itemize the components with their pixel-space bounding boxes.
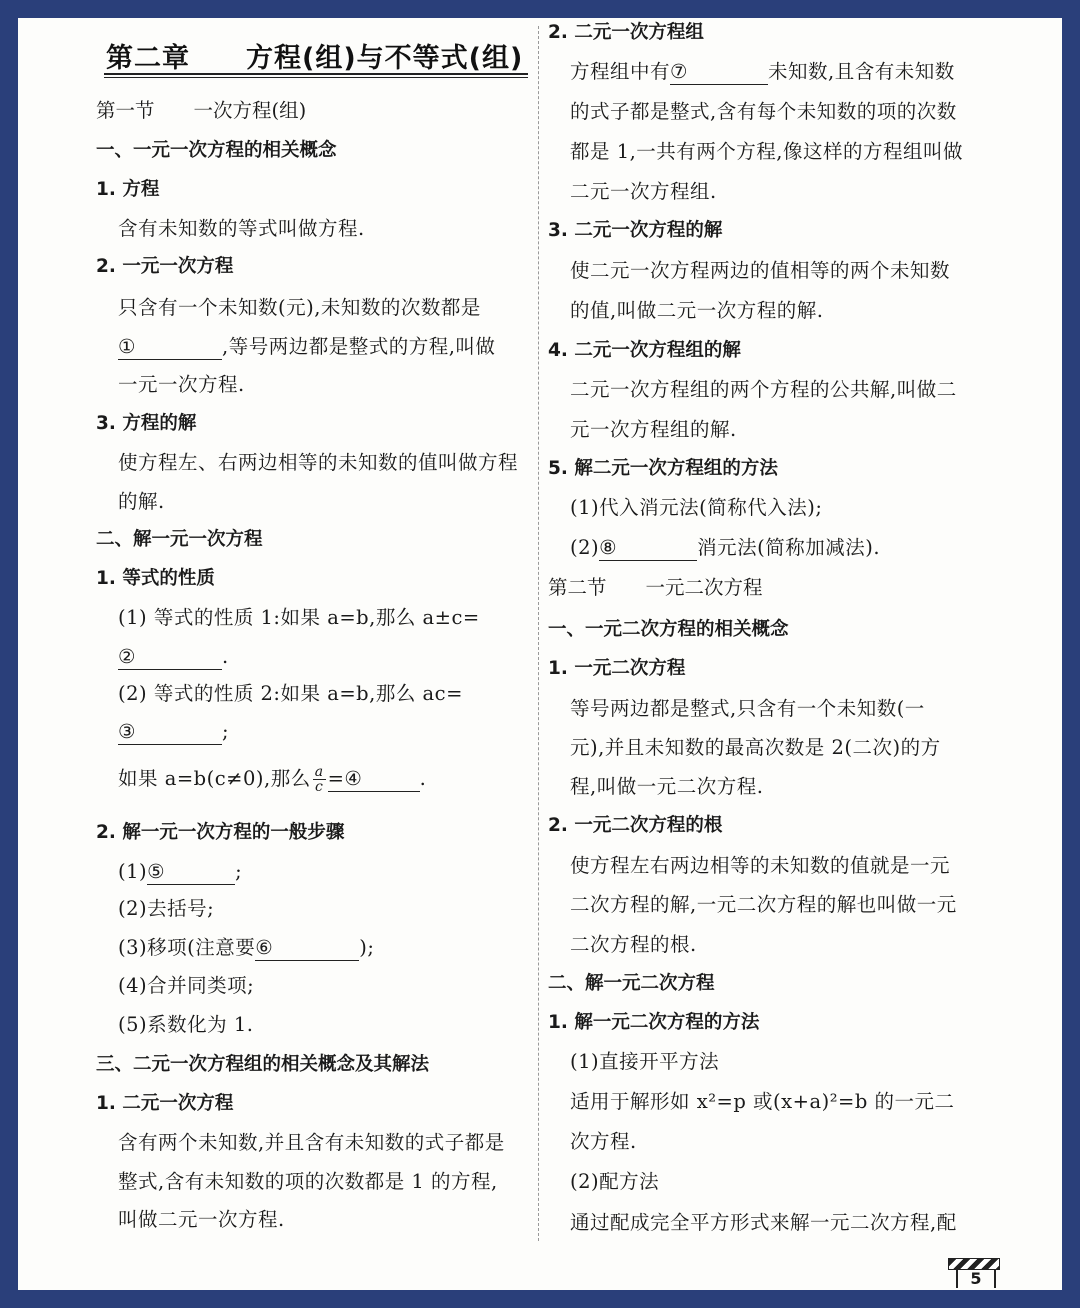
answer-blank[interactable]: ① xyxy=(118,335,222,360)
text-segment: . xyxy=(222,645,229,668)
text-segment: ); xyxy=(359,936,375,959)
text-line: 适用于解形如 x²=p 或(x+a)²=b 的一元二 xyxy=(570,1090,955,1113)
text-line xyxy=(570,531,880,565)
text-segment: ; xyxy=(222,720,230,743)
subsection-heading: 4. 二元一次方程组的解 xyxy=(548,340,741,361)
text-line: 的解. xyxy=(118,490,165,513)
fraction xyxy=(313,765,326,794)
text-line xyxy=(570,55,955,89)
text-segment: (2) xyxy=(570,536,600,559)
section-heading: 第二节 一元二次方程 xyxy=(548,576,763,599)
text-line xyxy=(118,640,229,674)
text-line xyxy=(118,931,374,965)
part-heading: 一、一元二次方程的相关概念 xyxy=(548,619,789,640)
subsection-heading: 1. 方程 xyxy=(96,179,160,200)
text-line: (4)合并同类项; xyxy=(118,974,255,997)
page-number: 5 xyxy=(956,1270,996,1288)
section-heading: 第一节 一次方程(组) xyxy=(96,99,307,122)
text-line: 元),并且未知数的最高次数是 2(二次)的方 xyxy=(570,736,941,759)
chapter-title: 第二章 方程(组)与不等式(组) xyxy=(106,43,524,74)
part-heading: 二、解一元二次方程 xyxy=(548,973,715,994)
subsection-heading: 2. 解一元一次方程的一般步骤 xyxy=(96,822,345,843)
subsection-heading: 1. 解一元二次方程的方法 xyxy=(548,1012,760,1033)
text-line: 含有两个未知数,并且含有未知数的式子都是 xyxy=(118,1131,505,1154)
text-line: 使方程左右两边相等的未知数的值就是一元 xyxy=(570,854,951,877)
text-line: 整式,含有未知数的项的次数都是 1 的方程, xyxy=(118,1170,498,1193)
part-heading: 一、一元一次方程的相关概念 xyxy=(96,140,337,161)
text-line: 都是 1,一共有两个方程,像这样的方程组叫做 xyxy=(570,140,964,163)
text-line: 使二元一次方程两边的值相等的两个未知数 xyxy=(570,259,951,282)
text-line: 二次方程的根. xyxy=(570,933,697,956)
text-segment: . xyxy=(419,767,427,790)
subsection-heading: 3. 二元一次方程的解 xyxy=(548,220,723,241)
text-segment: ,等号两边都是整式的方程,叫做 xyxy=(222,335,496,358)
text-line: (5)系数化为 1. xyxy=(118,1013,254,1036)
part-heading: 二、解一元一次方程 xyxy=(96,529,263,550)
answer-blank[interactable]: ③ xyxy=(118,720,222,745)
text-segment: 未知数,且含有未知数 xyxy=(768,60,955,83)
text-line: 程,叫做一元二次方程. xyxy=(570,775,764,798)
text-line: 使方程左、右两边相等的未知数的值叫做方程 xyxy=(118,451,519,474)
chapter-rule xyxy=(104,73,528,75)
fraction-numerator: a xyxy=(314,764,324,780)
answer-blank[interactable]: =④ xyxy=(328,767,420,792)
subsection-heading: 3. 方程的解 xyxy=(96,413,197,434)
subsection-heading: 1. 一元二次方程 xyxy=(548,658,686,679)
text-segment: (1) xyxy=(118,860,148,883)
text-segment: (3)移项(注意要 xyxy=(118,936,256,959)
text-line xyxy=(118,330,495,364)
text-line: (1)代入消元法(简称代入法); xyxy=(570,496,823,519)
text-line xyxy=(118,762,426,796)
text-line xyxy=(118,855,242,889)
text-segment: 消元法(简称加减法). xyxy=(697,536,881,559)
text-segment: 如果 a=b(c≠0),那么 xyxy=(118,767,311,790)
text-segment: ; xyxy=(235,860,243,883)
column-divider xyxy=(538,26,539,1241)
text-line: 通过配成完全平方形式来解一元二次方程,配 xyxy=(570,1211,957,1234)
text-line: (1) 等式的性质 1:如果 a=b,那么 a±c= xyxy=(118,606,480,629)
text-line: (2)配方法 xyxy=(570,1170,660,1193)
subsection-heading: 5. 解二元一次方程组的方法 xyxy=(548,458,778,479)
subsection-heading: 1. 二元一次方程 xyxy=(96,1093,234,1114)
answer-blank[interactable]: ⑤ xyxy=(147,860,235,885)
answer-blank[interactable]: ⑥ xyxy=(255,936,359,961)
text-line: (1)直接开平方法 xyxy=(570,1050,720,1073)
text-line: 元一次方程组的解. xyxy=(570,418,737,441)
subsection-heading: 1. 等式的性质 xyxy=(96,568,215,589)
part-heading: 三、二元一次方程组的相关概念及其解法 xyxy=(96,1054,430,1075)
text-line: 叫做二元一次方程. xyxy=(118,1208,285,1231)
subsection-heading: 2. 二元一次方程组 xyxy=(548,22,704,43)
text-line: 等号两边都是整式,只含有一个未知数(一 xyxy=(570,697,925,720)
answer-blank[interactable]: ⑦ xyxy=(670,60,768,85)
text-line: 含有未知数的等式叫做方程. xyxy=(118,217,365,240)
subsection-heading: 2. 一元二次方程的根 xyxy=(548,815,723,836)
answer-blank[interactable]: ② xyxy=(118,645,222,670)
text-line: (2)去括号; xyxy=(118,897,215,920)
page-number-badge xyxy=(946,1258,1002,1288)
text-segment: 方程组中有 xyxy=(570,60,671,83)
text-line: 二元一次方程组. xyxy=(570,180,717,203)
subsection-heading: 2. 一元一次方程 xyxy=(96,256,234,277)
text-line: 一元一次方程. xyxy=(118,373,245,396)
text-line: (2) 等式的性质 2:如果 a=b,那么 ac= xyxy=(118,682,463,705)
text-line: 的式子都是整式,含有每个未知数的项的次数 xyxy=(570,100,957,123)
text-line xyxy=(118,715,229,749)
text-line: 次方程. xyxy=(570,1130,637,1153)
textbook-page xyxy=(18,18,1062,1290)
text-line: 只含有一个未知数(元),未知数的次数都是 xyxy=(118,296,481,319)
fraction-denominator: c xyxy=(314,779,324,795)
text-line: 二次方程的解,一元二次方程的解也叫做一元 xyxy=(570,893,957,916)
chapter-rule-thin xyxy=(104,77,528,78)
text-line: 二元一次方程组的两个方程的公共解,叫做二 xyxy=(570,378,957,401)
text-line: 的值,叫做二元一次方程的解. xyxy=(570,299,824,322)
answer-blank[interactable]: ⑧ xyxy=(599,536,697,561)
